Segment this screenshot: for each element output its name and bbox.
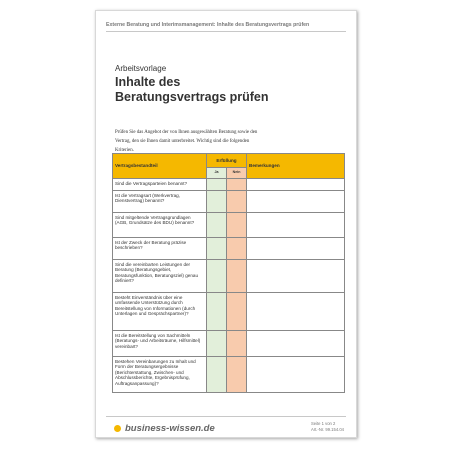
table-row [113, 190, 345, 212]
header-fulfilment: Erfüllung [207, 154, 247, 168]
remarks-cell[interactable] [247, 237, 345, 259]
table-row [113, 212, 345, 237]
table-row [113, 237, 345, 259]
criterion-cell: Ist die Bereitstellung von Sachmitteln (Beratungs- und Arbeitsräume, Hilfsmittel) vereinbart? [113, 330, 207, 356]
brand-logo [114, 423, 215, 434]
criterion-cell: Bestehen Vereinbarungen zu Inhalt und Form der Beratungsergebnisse (Berichterstattung, Zwischen- und Abschlussberichte, Ergebnisprüfung, Auftragsanpassung)? [113, 356, 207, 392]
article-number: Art.-Nr. 99.154.04 [310, 427, 344, 432]
yes-cell[interactable] [207, 190, 227, 212]
remarks-cell[interactable] [247, 330, 345, 356]
footer-divider [106, 416, 346, 417]
header-remarks: Bemerkungen [247, 154, 345, 179]
header-criterion: Vertragsbestandteil [113, 154, 207, 179]
running-header: Externe Beratung und Interimsmanagement: Inhalte des Beratungsvertrags prüfen [106, 22, 310, 28]
remarks-cell[interactable] [247, 292, 345, 330]
subheader-yes: Ja [207, 168, 227, 179]
yes-cell[interactable] [207, 259, 227, 292]
criterion-cell: Sind mitgeltende Vertragsgrundlagen (AGB, Grundsätze des BDU) benannt? [113, 212, 207, 237]
yes-cell[interactable] [207, 356, 227, 392]
remarks-cell[interactable] [247, 190, 345, 212]
logo-text: business-wissen.de [125, 423, 215, 434]
intro-line-3: Kriterien. [115, 148, 134, 153]
document-title [115, 75, 269, 105]
title-line-1: Inhalte des [115, 75, 181, 89]
criterion-cell: Besteht Einverständnis über eine umfassende Unterstützung durch Bereitstellung von Informationen (durch Unterlagen und Gesprächspartner)? [113, 292, 207, 330]
intro-line-2: Vertrag, den sie Ihnen damit unterbreitet. Wichtig sind die folgenden [115, 139, 250, 144]
no-cell[interactable] [227, 237, 247, 259]
intro-line-1: Prüfen Sie das Angebot der von Ihnen ausgewählten Beratung sowie den [115, 130, 258, 135]
criterion-cell: Sind die Vertragsparteien benannt? [113, 178, 207, 190]
no-cell[interactable] [227, 212, 247, 237]
table-row [113, 356, 345, 392]
yes-cell[interactable] [207, 212, 227, 237]
table-row [113, 259, 345, 292]
no-cell[interactable] [227, 292, 247, 330]
subheader-no: Nein [227, 168, 247, 179]
logo-dot-icon [114, 425, 121, 432]
no-cell[interactable] [227, 190, 247, 212]
document-page [95, 10, 357, 438]
yes-cell[interactable] [207, 330, 227, 356]
title-line-2: Beratungsvertrags prüfen [115, 90, 269, 104]
no-cell[interactable] [227, 356, 247, 392]
yes-cell[interactable] [207, 292, 227, 330]
yes-cell[interactable] [207, 237, 227, 259]
remarks-cell[interactable] [247, 178, 345, 190]
remarks-cell[interactable] [247, 212, 345, 237]
no-cell[interactable] [227, 259, 247, 292]
remarks-cell[interactable] [247, 259, 345, 292]
table-row [113, 330, 345, 356]
intro-paragraph [115, 128, 347, 155]
remarks-cell[interactable] [247, 356, 345, 392]
no-cell[interactable] [227, 330, 247, 356]
no-cell[interactable] [227, 178, 247, 190]
table-row [113, 292, 345, 330]
yes-cell[interactable] [207, 178, 227, 190]
footer-meta [311, 421, 344, 433]
criterion-cell: Ist die Vertragsart (Werkvertrag, Dienstvertrag) benannt? [113, 190, 207, 212]
document-type: Arbeitsvorlage [115, 64, 167, 73]
criterion-cell: Ist der Zweck der Beratung präzise beschrieben? [113, 237, 207, 259]
page-info: Seite 1 von 2 [310, 421, 336, 426]
criteria-table [112, 153, 345, 393]
table-row [113, 178, 345, 190]
criterion-cell: Sind die vereinbarten Leistungen der Beratung (Beratungsgebiet, Beratungsfunktion, Beratungsziel) genau definiert? [113, 259, 207, 292]
header-divider [106, 31, 346, 32]
